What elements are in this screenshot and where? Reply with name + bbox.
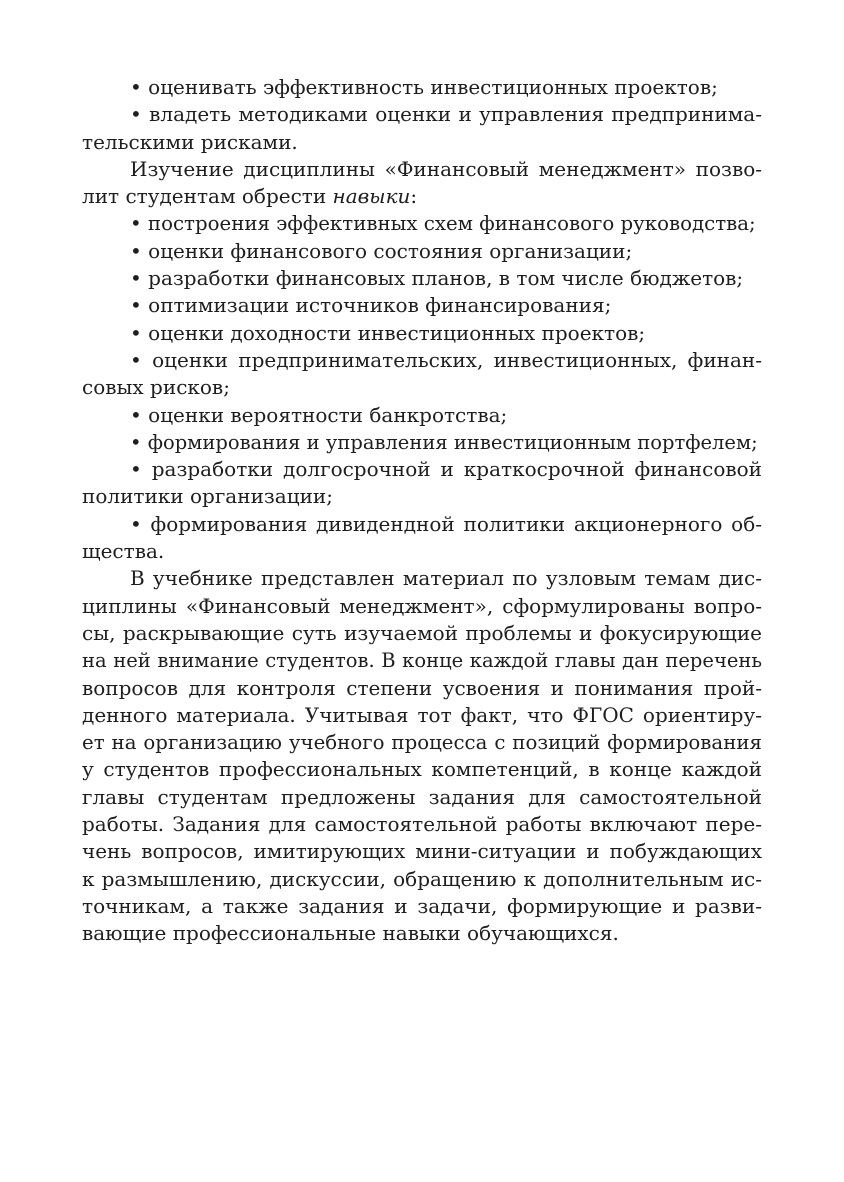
bullet-item: • оценивать эффективность инвестиционных проектов; [130, 75, 718, 99]
bullet-item: • разработки финансовых планов, в том числе бюджетов; [130, 266, 744, 291]
text-line: щества. [82, 539, 165, 564]
bullet-item: • оценки предпринимательских, инвестиционных, финан- [130, 347, 762, 372]
bullet-item: • формирования дивидендной политики акционерного об- [130, 511, 762, 536]
bullet-item: • оценки финансового состояния организации; [130, 238, 633, 263]
bullet-item: • владеть методиками оценки и управления предпринима- [130, 102, 762, 127]
paragraph-line: точникам, а также задания и задачи, формирующие и разви- [82, 893, 762, 918]
paragraph-line: работы. Задания для самостоятельной работы включают пере- [82, 812, 762, 837]
emphasis-word: навыки [332, 184, 411, 209]
bullet-item: • оценки вероятности банкротства; [130, 402, 508, 427]
bullet-item: • построения эффективных схем финансового руководства; [130, 212, 756, 236]
paragraph-line: вопросов для контроля степени усвоения и понимания прой- [82, 675, 762, 700]
bullet-item: • разработки долгосрочной и краткосрочной финансовой [130, 457, 762, 482]
text-line: политики организации; [82, 484, 333, 509]
bullet-item: • формирования и управления инвестиционным портфелем; [130, 430, 758, 454]
paragraph-line: В учебнике представлен материал по узловым темам дис- [130, 566, 762, 591]
paragraph-line: на ней внимание студентов. В конце каждой главы дан перечень [82, 649, 762, 673]
bullet-item: • оптимизации источников финансирования; [130, 293, 612, 318]
paragraph-line: сы, раскрывающие суть изучаемой проблемы и фокусирующие [82, 620, 762, 645]
text-span: : [410, 184, 418, 209]
paragraph-line: денного материала. Учитывая тот факт, что ФГОС ориентиру- [82, 702, 762, 727]
text-line: совых рисков; [82, 375, 230, 400]
paragraph-line: чень вопросов, имитирующих мини-ситуации и побуждающих [82, 839, 762, 864]
page-body [82, 74, 762, 948]
paragraph-line: главы студентам предложены задания для самостоятельной [82, 784, 762, 809]
paragraph-line: ет на организацию учебного процесса с позиций формирования [82, 731, 762, 755]
text-span: лит студентам обрести [82, 184, 333, 209]
text-line: тельскими рисками. [82, 129, 298, 154]
paragraph-line: у студентов профессиональных компетенций, в конце каждой [82, 757, 762, 782]
paragraph-line: к размышлению, дискуссии, обращению к дополнительным ис- [82, 866, 762, 891]
paragraph-line: Изучение дисциплины «Финансовый менеджмент» позво- [130, 156, 762, 181]
paragraph-line: циплины «Финансовый менеджмент», сформулированы вопро- [82, 593, 762, 618]
bullet-item: • оценки доходности инвестиционных проектов; [130, 320, 646, 345]
paragraph-line: вающие профессиональные навыки обучающихся. [82, 921, 619, 946]
paragraph-line [82, 183, 762, 210]
